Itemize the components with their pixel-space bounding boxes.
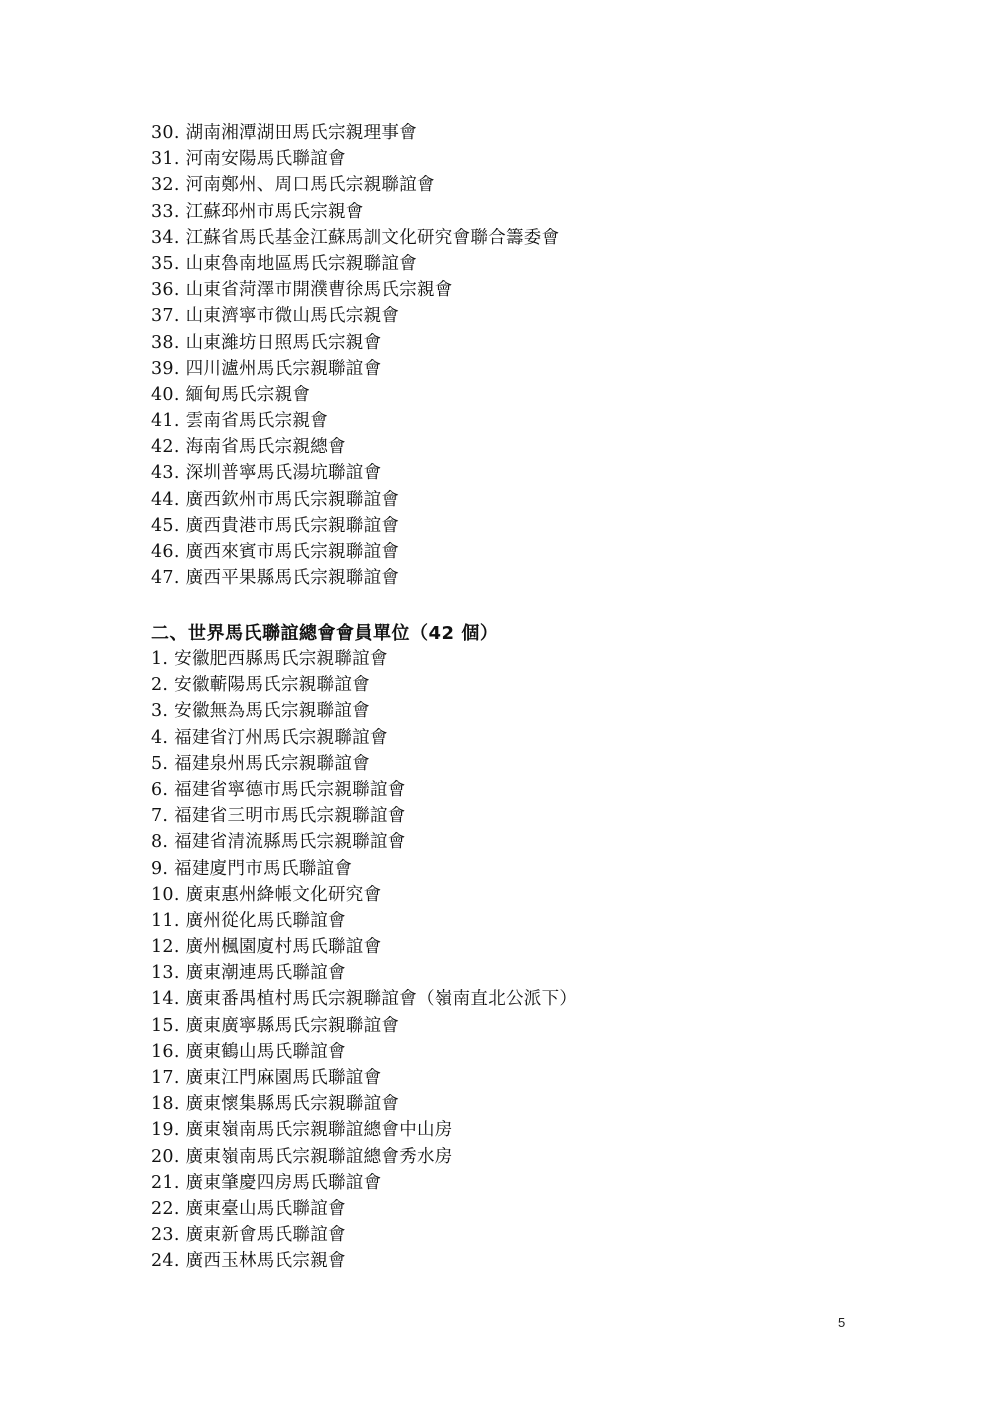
list-item: 43. 深圳普寧馬氏湯坑聯誼會 [151,463,382,484]
section-heading: 二、世界馬氏聯誼總會會員單位（42 個） [151,623,499,644]
list-item: 18. 廣東懷集縣馬氏宗親聯誼會 [151,1094,400,1115]
list-item: 35. 山東魯南地區馬氏宗親聯誼會 [151,253,417,274]
list-item: 3. 安徽無為馬氏宗親聯誼會 [151,701,370,722]
list-item: 23. 廣東新會馬氏聯誼會 [151,1225,346,1246]
list-item: 34. 江蘇省馬氏基金江蘇馬訓文化研究會聯合籌委會 [151,227,560,248]
list-item: 1. 安徽肥西縣馬氏宗親聯誼會 [151,649,388,669]
list-item: 32. 河南鄭州、周口馬氏宗親聯誼會 [151,175,435,196]
list-item: 42. 海南省馬氏宗親總會 [151,437,346,458]
list-item: 45. 廣西貴港市馬氏宗親聯誼會 [151,515,400,536]
list-item: 4. 福建省汀州馬氏宗親聯誼會 [151,727,388,748]
list-item: 19. 廣東嶺南馬氏宗親聯誼總會中山房 [151,1120,453,1141]
list-item: 5. 福建泉州馬氏宗親聯誼會 [151,753,370,774]
list-item: 17. 廣東江門麻園馬氏聯誼會 [151,1068,382,1088]
list-item: 11. 廣州從化馬氏聯誼會 [151,910,346,931]
list-item: 2. 安徽蘄陽馬氏宗親聯誼會 [151,675,370,696]
member-list-continued [151,120,871,591]
list-item: 20. 廣東嶺南馬氏宗親聯誼總會秀水房 [151,1146,453,1167]
list-item: 38. 山東濰坊日照馬氏宗親會 [151,332,382,353]
page-number: 5 [838,1315,846,1330]
list-item: 22. 廣東臺山馬氏聯誼會 [151,1198,346,1219]
list-item: 24. 廣西玉林馬氏宗親會 [151,1251,346,1272]
list-item: 12. 廣州楓園廈村馬氏聯誼會 [151,937,382,958]
list-item: 16. 廣東鶴山馬氏聯誼會 [151,1041,346,1062]
list-item: 39. 四川瀘州馬氏宗親聯誼會 [151,358,382,379]
list-item: 41. 雲南省馬氏宗親會 [151,411,328,432]
list-item: 14. 廣東番禺植村馬氏宗親聯誼會（嶺南直北公派下） [151,989,578,1010]
list-item: 21. 廣東肇慶四房馬氏聯誼會 [151,1172,382,1193]
list-item: 15. 廣東廣寧縣馬氏宗親聯誼會 [151,1015,400,1036]
member-units-list [151,646,871,1275]
list-item: 30. 湖南湘潭湖田馬氏宗親理事會 [151,123,417,143]
list-item: 13. 廣東潮連馬氏聯誼會 [151,963,346,984]
list-item: 33. 江蘇邳州市馬氏宗親會 [151,201,364,222]
list-item: 7. 福建省三明市馬氏宗親聯誼會 [151,806,406,827]
list-item: 36. 山東省菏澤市開濮曹徐馬氏宗親會 [151,280,453,301]
list-item: 40. 緬甸馬氏宗親會 [151,384,311,405]
list-item: 6. 福建省寧德市馬氏宗親聯誼會 [151,779,406,800]
list-item: 31. 河南安陽馬氏聯誼會 [151,149,346,170]
list-item: 9. 福建廈門市馬氏聯誼會 [151,858,353,879]
list-item: 44. 廣西欽州市馬氏宗親聯誼會 [151,489,400,510]
list-item: 46. 廣西來賓市馬氏宗親聯誼會 [151,542,400,562]
list-item: 47. 廣西平果縣馬氏宗親聯誼會 [151,568,400,589]
list-item: 10. 廣東惠州絳帳文化研究會 [151,884,382,905]
list-item: 37. 山東濟寧市微山馬氏宗親會 [151,306,400,327]
list-item: 8. 福建省清流縣馬氏宗親聯誼會 [151,832,406,853]
